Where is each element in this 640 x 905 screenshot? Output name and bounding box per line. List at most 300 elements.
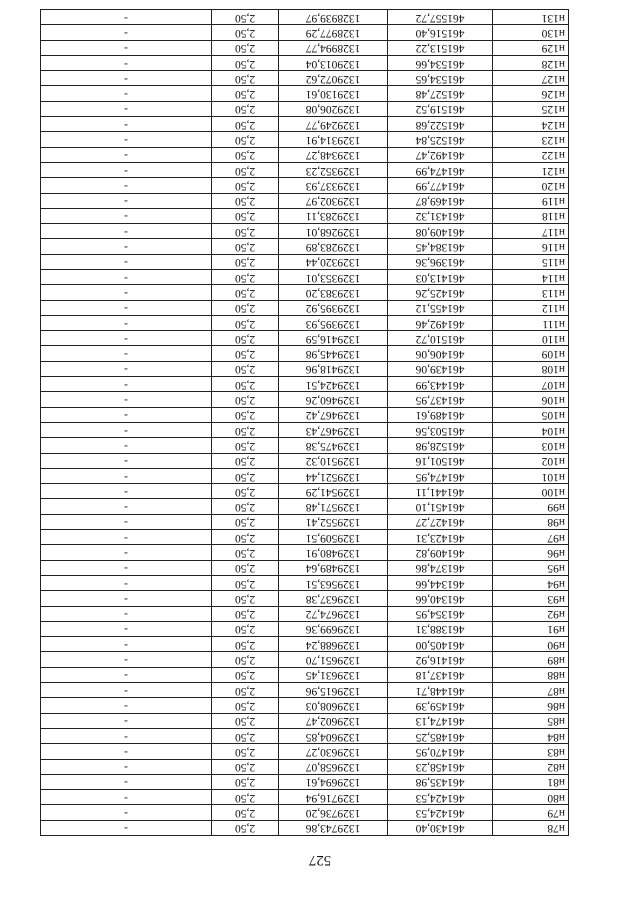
table-row: [41, 147, 569, 162]
table-cell: -: [41, 361, 212, 376]
table-cell: 2,50: [212, 606, 279, 621]
table-cell: 2,50: [212, 193, 279, 208]
table-row: [41, 621, 569, 636]
table-cell: 1329510,32: [279, 453, 388, 468]
table-cell: 1329475,38: [279, 438, 388, 453]
table-cell: 461469,87: [388, 193, 493, 208]
table-cell: -: [41, 285, 212, 300]
table-cell: н111: [493, 315, 569, 330]
table-cell: н87: [493, 683, 569, 698]
table-cell: 2,50: [212, 147, 279, 162]
table-cell: 1329283,11: [279, 208, 388, 223]
table-cell: 2,50: [212, 208, 279, 223]
table-row: [41, 652, 569, 667]
table-cell: 2,50: [212, 392, 279, 407]
table-cell: 2,50: [212, 40, 279, 55]
table-cell: 2,50: [212, 575, 279, 590]
table-cell: 2,50: [212, 759, 279, 774]
table-cell: -: [41, 530, 212, 545]
table-cell: н116: [493, 239, 569, 254]
table-cell: 2,50: [212, 698, 279, 713]
table-cell: -: [41, 652, 212, 667]
table-cell: 461503,56: [388, 422, 493, 437]
table-cell: 461423,31: [388, 530, 493, 545]
table-cell: 2,50: [212, 667, 279, 682]
table-cell: -: [41, 422, 212, 437]
table-cell: 1329460,26: [279, 392, 388, 407]
table-cell: н79: [493, 805, 569, 820]
table-row: [41, 101, 569, 116]
table-cell: н105: [493, 407, 569, 422]
table-cell: 1329395,93: [279, 315, 388, 330]
table-cell: н125: [493, 101, 569, 116]
table-cell: -: [41, 545, 212, 560]
table-cell: 1329658,07: [279, 759, 388, 774]
table-cell: 461409,08: [388, 224, 493, 239]
table-cell: н99: [493, 499, 569, 514]
table-row: [41, 637, 569, 652]
table-cell: 2,50: [212, 514, 279, 529]
table-cell: 1329383,20: [279, 285, 388, 300]
table-cell: 1329249,77: [279, 117, 388, 132]
table-cell: 461374,86: [388, 560, 493, 575]
table-cell: 461516,40: [388, 25, 493, 40]
table-cell: н129: [493, 40, 569, 55]
table-cell: -: [41, 55, 212, 70]
table-row: [41, 178, 569, 193]
table-cell: н103: [493, 438, 569, 453]
table-cell: -: [41, 499, 212, 514]
table-row: [41, 331, 569, 346]
page-number: 527: [308, 852, 332, 868]
table-cell: 1329302,97: [279, 193, 388, 208]
table-cell: 461424,53: [388, 805, 493, 820]
table-cell: -: [41, 591, 212, 606]
table-cell: 2,50: [212, 637, 279, 652]
table-cell: 2,50: [212, 132, 279, 147]
table-cell: 2,50: [212, 224, 279, 239]
table-row: [41, 315, 569, 330]
table-cell: 2,50: [212, 422, 279, 437]
table-cell: н100: [493, 484, 569, 499]
table-cell: 2,50: [212, 55, 279, 70]
table-cell: 461344,66: [388, 575, 493, 590]
table-cell: -: [41, 744, 212, 759]
table-cell: 1328994,77: [279, 40, 388, 55]
table-cell: 2,50: [212, 621, 279, 636]
table-cell: н114: [493, 270, 569, 285]
table-row: [41, 790, 569, 805]
table-cell: н96: [493, 545, 569, 560]
table-cell: 1329571,48: [279, 499, 388, 514]
table-cell: 461528,98: [388, 438, 493, 453]
table-cell: 1328977,29: [279, 25, 388, 40]
table-row: [41, 361, 569, 376]
table-cell: 1329541,29: [279, 484, 388, 499]
table-cell: н89: [493, 652, 569, 667]
table-cell: 1329348,27: [279, 147, 388, 162]
table-row: [41, 40, 569, 55]
table-cell: -: [41, 805, 212, 820]
table-cell: -: [41, 178, 212, 193]
table-cell: н115: [493, 254, 569, 269]
table-cell: -: [41, 713, 212, 728]
table-cell: 461424,53: [388, 790, 493, 805]
table-cell: -: [41, 162, 212, 177]
table-cell: 1329353,01: [279, 270, 388, 285]
table-row: [41, 270, 569, 285]
table-cell: н121: [493, 162, 569, 177]
table-cell: -: [41, 346, 212, 361]
table-cell: 461439,06: [388, 361, 493, 376]
table-cell: н90: [493, 637, 569, 652]
table-cell: -: [41, 453, 212, 468]
table-cell: 461354,95: [388, 606, 493, 621]
table-cell: -: [41, 575, 212, 590]
table-cell: 1329637,38: [279, 591, 388, 606]
table-row: [41, 453, 569, 468]
table-cell: -: [41, 331, 212, 346]
table-row: [41, 591, 569, 606]
table-cell: 1329467,43: [279, 422, 388, 437]
table-cell: н97: [493, 530, 569, 545]
table-cell: -: [41, 25, 212, 40]
table-row: [41, 55, 569, 70]
table-cell: н102: [493, 453, 569, 468]
table-cell: н101: [493, 468, 569, 483]
table-cell: -: [41, 193, 212, 208]
table-cell: н85: [493, 713, 569, 728]
table-cell: 2,50: [212, 270, 279, 285]
table-cell: 461425,26: [388, 285, 493, 300]
table-cell: -: [41, 438, 212, 453]
table-cell: -: [41, 101, 212, 116]
table-cell: 461384,45: [388, 239, 493, 254]
table-cell: -: [41, 377, 212, 392]
table-cell: 461451,10: [388, 499, 493, 514]
table-cell: -: [41, 40, 212, 55]
table-cell: 461448,71: [388, 683, 493, 698]
table-cell: н91: [493, 621, 569, 636]
table-cell: н118: [493, 208, 569, 223]
table-cell: н78: [493, 820, 569, 835]
table-cell: 2,50: [212, 545, 279, 560]
table-cell: 1329480,91: [279, 545, 388, 560]
table-row: [41, 208, 569, 223]
table-cell: 1329630,27: [279, 744, 388, 759]
table-cell: 2,50: [212, 285, 279, 300]
table-row: [41, 86, 569, 101]
table-cell: н83: [493, 744, 569, 759]
table-cell: 2,50: [212, 484, 279, 499]
table-cell: 2,50: [212, 361, 279, 376]
table-cell: 1329320,44: [279, 254, 388, 269]
table-cell: -: [41, 315, 212, 330]
table-cell: -: [41, 560, 212, 575]
table-cell: -: [41, 698, 212, 713]
table-cell: 461534,66: [388, 55, 493, 70]
table-cell: 2,50: [212, 713, 279, 728]
table-cell: н122: [493, 147, 569, 162]
table-cell: 1329552,41: [279, 514, 388, 529]
table-cell: 461474,13: [388, 713, 493, 728]
table-cell: н98: [493, 514, 569, 529]
table-cell: 461427,27: [388, 514, 493, 529]
table-cell: 2,50: [212, 254, 279, 269]
table-cell: 2,50: [212, 9, 279, 24]
table-cell: 2,50: [212, 117, 279, 132]
table-cell: 2,50: [212, 71, 279, 86]
table-cell: -: [41, 637, 212, 652]
table-row: [41, 744, 569, 759]
table-cell: 1329608,03: [279, 698, 388, 713]
table-cell: -: [41, 300, 212, 315]
table-cell: 461430,40: [388, 820, 493, 835]
table-cell: 461522,68: [388, 117, 493, 132]
table-cell: 461437,95: [388, 392, 493, 407]
table-cell: 461501,16: [388, 453, 493, 468]
table-cell: 1329615,96: [279, 683, 388, 698]
table-row: [41, 759, 569, 774]
table-cell: 2,50: [212, 25, 279, 40]
table-row: [41, 117, 569, 132]
table-cell: 2,50: [212, 774, 279, 789]
table-cell: 2,50: [212, 728, 279, 743]
table-row: [41, 575, 569, 590]
table-cell: 1329395,92: [279, 300, 388, 315]
table-cell: н88: [493, 667, 569, 682]
table-cell: н82: [493, 759, 569, 774]
table-cell: 2,50: [212, 178, 279, 193]
table-row: [41, 346, 569, 361]
table-cell: -: [41, 9, 212, 24]
table-cell: 2,50: [212, 300, 279, 315]
table-cell: 2,50: [212, 331, 279, 346]
table-cell: н130: [493, 25, 569, 40]
table-cell: 461489,61: [388, 407, 493, 422]
table-cell: 461492,46: [388, 315, 493, 330]
table-cell: 1329509,51: [279, 530, 388, 545]
table-cell: -: [41, 208, 212, 223]
table-row: [41, 713, 569, 728]
table-cell: 461406,06: [388, 346, 493, 361]
table-cell: 1329489,64: [279, 560, 388, 575]
table-cell: 2,50: [212, 407, 279, 422]
table-row: [41, 606, 569, 621]
table-cell: 2,50: [212, 377, 279, 392]
table-cell: 461443,99: [388, 377, 493, 392]
table-cell: -: [41, 728, 212, 743]
table-cell: 461435,98: [388, 774, 493, 789]
table-cell: 1329445,98: [279, 346, 388, 361]
table-cell: 2,50: [212, 744, 279, 759]
table-cell: 2,50: [212, 560, 279, 575]
table-cell: н123: [493, 132, 569, 147]
table-cell: 2,50: [212, 86, 279, 101]
table-row: [41, 499, 569, 514]
table-cell: 2,50: [212, 790, 279, 805]
table-cell: н110: [493, 331, 569, 346]
table-row: [41, 667, 569, 682]
table-cell: -: [41, 683, 212, 698]
table-cell: -: [41, 270, 212, 285]
table-cell: 461413,03: [388, 270, 493, 285]
table-cell: 461409,82: [388, 545, 493, 560]
table-row: [41, 514, 569, 529]
table-row: [41, 162, 569, 177]
table-cell: н86: [493, 698, 569, 713]
table-cell: н92: [493, 606, 569, 621]
table-row: [41, 254, 569, 269]
table-cell: -: [41, 468, 212, 483]
table-cell: 1329521,44: [279, 468, 388, 483]
table-cell: 461525,84: [388, 132, 493, 147]
table-cell: -: [41, 407, 212, 422]
table-cell: 461492,47: [388, 147, 493, 162]
table-cell: н104: [493, 422, 569, 437]
table-row: [41, 407, 569, 422]
table-cell: 461527,48: [388, 86, 493, 101]
table-cell: н127: [493, 71, 569, 86]
table-row: [41, 193, 569, 208]
table-row: [41, 545, 569, 560]
table-cell: 2,50: [212, 683, 279, 698]
table-cell: 1329467,42: [279, 407, 388, 422]
table-cell: 461470,95: [388, 744, 493, 759]
table-cell: 2,50: [212, 239, 279, 254]
table-cell: 461441,11: [388, 484, 493, 499]
table-cell: 1329688,24: [279, 637, 388, 652]
table-row: [41, 224, 569, 239]
table-row: [41, 71, 569, 86]
table-row: [41, 300, 569, 315]
table-row: [41, 377, 569, 392]
table-cell: 2,50: [212, 652, 279, 667]
table-cell: н80: [493, 790, 569, 805]
table-cell: -: [41, 224, 212, 239]
table-cell: н113: [493, 285, 569, 300]
table-cell: 461405,00: [388, 637, 493, 652]
table-row: [41, 25, 569, 40]
table-cell: 2,50: [212, 468, 279, 483]
table-cell: 2,50: [212, 591, 279, 606]
table-cell: 1329699,36: [279, 621, 388, 636]
table-cell: н81: [493, 774, 569, 789]
table-cell: 461474,95: [388, 468, 493, 483]
table-cell: 1328939,97: [279, 9, 388, 24]
table-cell: 1329416,59: [279, 331, 388, 346]
table-cell: 461474,99: [388, 162, 493, 177]
table-cell: 461519,52: [388, 101, 493, 116]
table-cell: н131: [493, 9, 569, 24]
table-cell: 1329268,01: [279, 224, 388, 239]
table-cell: -: [41, 606, 212, 621]
table-cell: 1329694,61: [279, 774, 388, 789]
table-cell: н107: [493, 377, 569, 392]
table-cell: 1329072,62: [279, 71, 388, 86]
table-cell: 1329314,91: [279, 132, 388, 147]
table-cell: 461431,32: [388, 208, 493, 223]
table-cell: 461396,36: [388, 254, 493, 269]
table-row: [41, 530, 569, 545]
table-cell: н128: [493, 55, 569, 70]
table-cell: 1329352,23: [279, 162, 388, 177]
table-cell: 461459,39: [388, 698, 493, 713]
table-cell: 461534,65: [388, 71, 493, 86]
table-cell: 1329418,96: [279, 361, 388, 376]
table-cell: 461388,31: [388, 621, 493, 636]
table-cell: 461416,92: [388, 652, 493, 667]
table-cell: н112: [493, 300, 569, 315]
table-cell: 461477,99: [388, 178, 493, 193]
table-cell: 461485,25: [388, 728, 493, 743]
table-cell: 2,50: [212, 453, 279, 468]
table-cell: 1329631,45: [279, 667, 388, 682]
table-cell: 1329716,94: [279, 790, 388, 805]
table-cell: -: [41, 514, 212, 529]
table-cell: -: [41, 667, 212, 682]
table-cell: -: [41, 484, 212, 499]
table-cell: -: [41, 86, 212, 101]
table-row: [41, 728, 569, 743]
table-cell: н120: [493, 178, 569, 193]
table-cell: 461510,72: [388, 331, 493, 346]
table-cell: 461557,72: [388, 9, 493, 24]
table-cell: 2,50: [212, 530, 279, 545]
table-cell: 1329424,51: [279, 377, 388, 392]
table-cell: -: [41, 759, 212, 774]
table-row: [41, 805, 569, 820]
table-cell: 1329674,72: [279, 606, 388, 621]
table-cell: -: [41, 147, 212, 162]
table-cell: 2,50: [212, 101, 279, 116]
table-row: [41, 392, 569, 407]
table-cell: 2,50: [212, 346, 279, 361]
table-cell: -: [41, 774, 212, 789]
table-cell: 1329563,51: [279, 575, 388, 590]
table-row: [41, 438, 569, 453]
table-cell: 461458,23: [388, 759, 493, 774]
table-cell: 2,50: [212, 820, 279, 835]
table-cell: 461437,18: [388, 667, 493, 682]
table-cell: 1329743,86: [279, 820, 388, 835]
table-row: [41, 698, 569, 713]
table-row: [41, 468, 569, 483]
table-cell: 2,50: [212, 499, 279, 514]
table-cell: -: [41, 117, 212, 132]
table-cell: -: [41, 621, 212, 636]
table-cell: н106: [493, 392, 569, 407]
table-cell: 1329602,47: [279, 713, 388, 728]
table-cell: 1329736,20: [279, 805, 388, 820]
table-cell: н108: [493, 361, 569, 376]
table-cell: н84: [493, 728, 569, 743]
table-cell: 2,50: [212, 438, 279, 453]
table-row: [41, 285, 569, 300]
table-cell: н93: [493, 591, 569, 606]
table-cell: -: [41, 790, 212, 805]
table-cell: 1329013,04: [279, 55, 388, 70]
table-cell: 1329604,85: [279, 728, 388, 743]
table-cell: 1329206,08: [279, 101, 388, 116]
table-row: [41, 820, 569, 835]
table-cell: н124: [493, 117, 569, 132]
table-cell: 2,50: [212, 315, 279, 330]
table-cell: 1329651,70: [279, 652, 388, 667]
table-row: [41, 9, 569, 24]
table-row: [41, 774, 569, 789]
table-cell: -: [41, 254, 212, 269]
